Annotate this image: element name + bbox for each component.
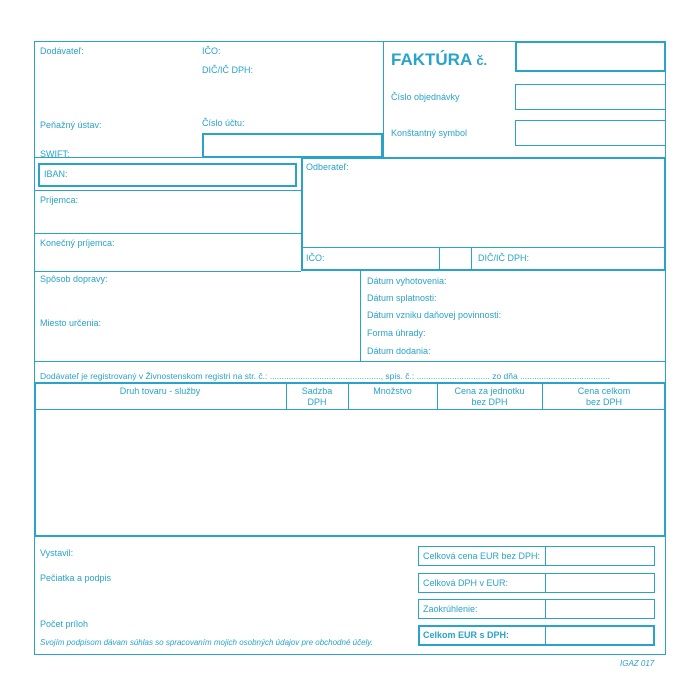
col-vat-rate-header-2: DPH — [307, 397, 327, 407]
tax-date-label: Dátum vzniku daňovej povinnosti: — [367, 310, 502, 320]
registry-line — [40, 371, 610, 382]
due-date-label: Dátum splatnosti: — [367, 293, 437, 303]
order-number-field[interactable] — [515, 84, 666, 110]
rounding-field[interactable] — [546, 600, 654, 618]
issue-date-label: Dátum vyhotovenia: — [367, 276, 447, 286]
invoice-number-field[interactable] — [515, 41, 666, 72]
supplier-label: Dodávateľ: — [40, 46, 84, 56]
attachments-count-label: Počet príloh — [40, 619, 89, 629]
col-quantity-header: Množstvo — [373, 386, 412, 396]
supplier-ico-label: IČO: — [202, 46, 221, 56]
divider — [34, 190, 301, 191]
destination-label: Miesto určenia: — [40, 318, 102, 328]
col-unit-price-header-2: bez DPH — [471, 397, 508, 407]
customer-ico-label: IČO: — [306, 253, 325, 263]
iban-label: IBAN: — [44, 169, 68, 179]
col-goods-header: Druh tovaru - služby — [119, 386, 201, 396]
total-without-vat-field[interactable] — [546, 547, 654, 565]
iban-field[interactable] — [38, 163, 297, 187]
registry-mid: , spis. č.: ............................... — [380, 371, 490, 381]
registry-suffix: zo dňa ...................................... — [492, 371, 610, 381]
form-code: IGAZ 017 — [620, 659, 655, 668]
recipient-label: Príjemca: — [40, 195, 79, 205]
delivery-date-label: Dátum dodania: — [367, 346, 431, 356]
bank-label: Peňažný ústav: — [40, 120, 102, 130]
issued-by-label: Vystavil: — [40, 548, 74, 558]
constant-symbol-label: Konštantný symbol — [391, 128, 468, 138]
invoice-title-text: FAKTÚRA — [391, 50, 472, 69]
total-without-vat-label: Celková cena EUR bez DPH: — [423, 551, 541, 561]
divider — [439, 247, 440, 271]
divider — [471, 247, 472, 271]
supplier-dic-label: DIČ/IČ DPH: — [202, 65, 254, 75]
registry-prefix: Dodávateľ je registrovaný v Živnostenskom registri na str. č.: ............................................... — [40, 371, 381, 381]
col-total-price-header-2: bez DPH — [585, 397, 622, 407]
consent-text: Svojím podpisom dávam súhlas so spracovaním mojich osobných údajov pre obchodné účely. — [40, 638, 373, 647]
rounding-label: Zaokrúhlenie: — [423, 604, 478, 614]
invoice-title — [391, 50, 487, 70]
divider — [34, 361, 666, 362]
divider — [301, 247, 666, 248]
divider — [34, 271, 301, 272]
order-number-label: Číslo objednávky — [391, 92, 460, 102]
transport-method-label: Spôsob dopravy: — [40, 274, 108, 284]
total-with-vat-label: Celkom EUR s DPH: — [423, 630, 510, 640]
invoice-number-suffix: č. — [476, 53, 488, 68]
divider — [34, 233, 301, 234]
customer-label: Odberateľ: — [306, 162, 349, 172]
payment-method-label: Forma úhrady: — [367, 328, 426, 338]
total-vat-label: Celková DPH v EUR: — [423, 578, 509, 588]
constant-symbol-field[interactable] — [515, 120, 666, 146]
account-number-field[interactable] — [202, 133, 383, 158]
divider — [383, 41, 384, 157]
divider — [360, 271, 361, 361]
col-vat-rate-header: Sadzba — [301, 386, 333, 396]
final-recipient-label: Konečný príjemca: — [40, 238, 115, 248]
account-number-label: Číslo účtu: — [202, 118, 245, 128]
divider — [34, 409, 666, 410]
col-unit-price-header: Cena za jednotku — [454, 386, 525, 396]
col-total-price-header: Cena celkom — [577, 386, 631, 396]
customer-dic-label: DIČ/IČ DPH: — [478, 253, 530, 263]
stamp-signature-label: Pečiatka a podpis — [40, 573, 112, 583]
divider — [545, 625, 546, 646]
swift-label: SWIFT: — [40, 149, 70, 159]
total-with-vat-field[interactable] — [547, 627, 653, 644]
total-vat-field[interactable] — [546, 574, 654, 592]
